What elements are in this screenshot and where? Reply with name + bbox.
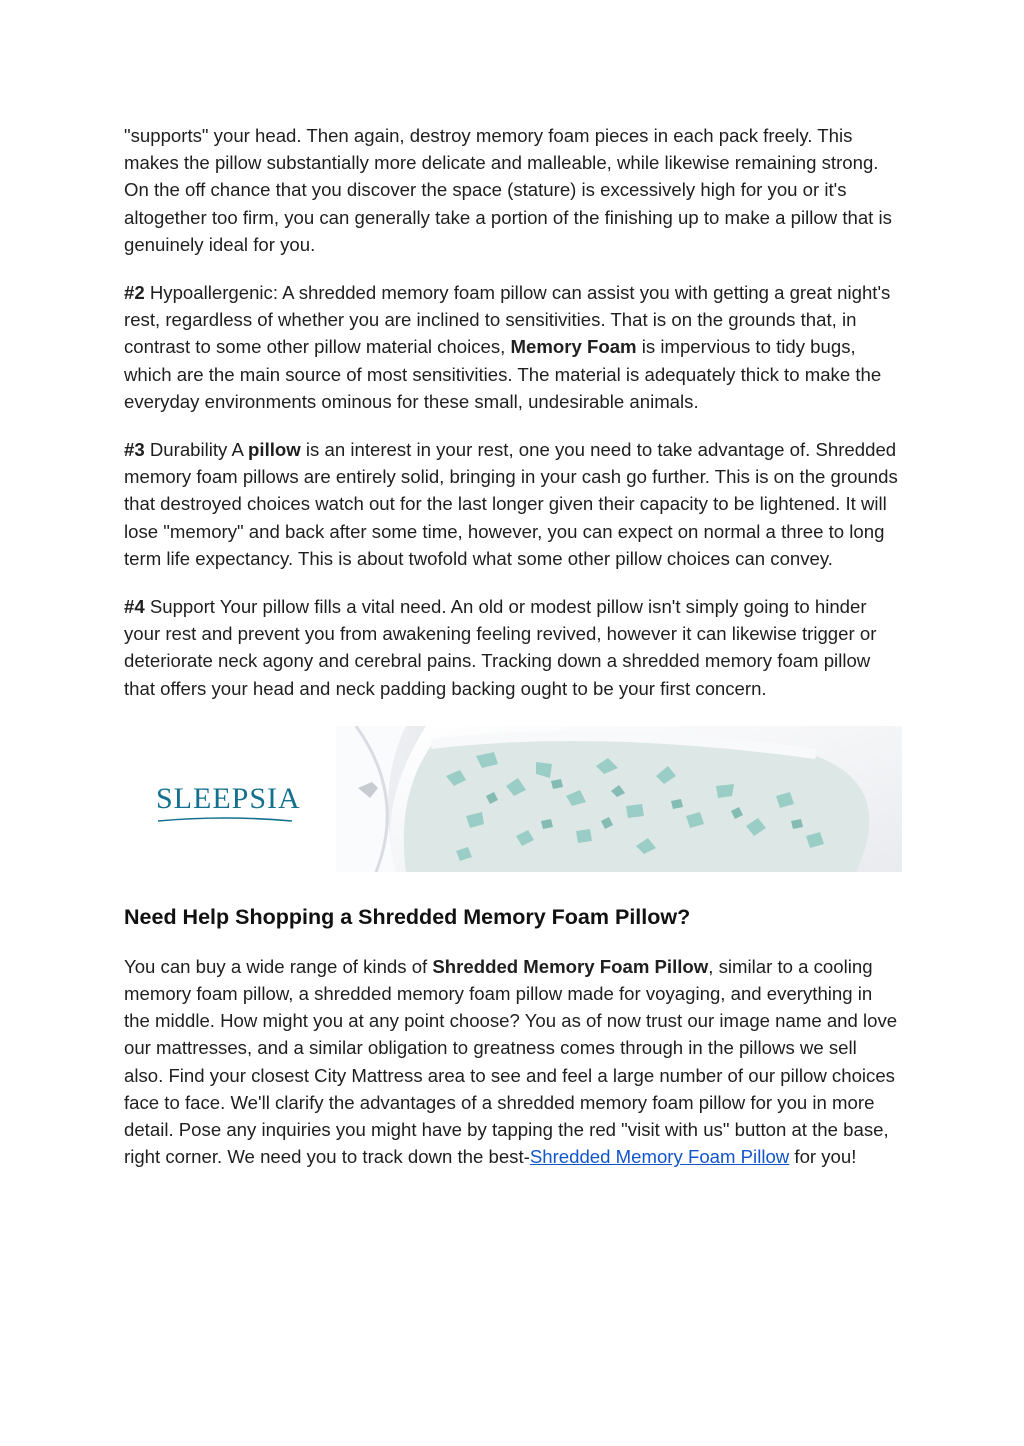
paragraph-text: is impervious to tidy bugs, which are the main source of most sensitivities. The material is adequately thick to make the everyday environments ominous for these small, undesirable animals. [124,336,882,412]
point-number: #4 [124,596,145,618]
bold-keyword: Memory Foam [510,336,637,358]
paragraph-text: for you! [789,1146,857,1168]
section-heading: Need Help Shopping a Shredded Memory Foam Pillow? [124,904,691,929]
paragraph-support-continued: "supports" your head. Then again, destroy memory foam pieces in each pack freely. This makes the pillow substantially more delicate and malleable, while likewise remaining strong. On the off chance that you discover the space (stature) is excessively high for you or it's altogether too firm, you can generally take a portion of the finishing up to make a pillow that is genuinely ideal for you. [124,125,892,255]
paragraph-text: Hypoallergenic: A shredded memory foam pillow can assist you with getting a great night's rest, regardless of whether you are inclined to sensitivities. That is on the grounds that, in contrast to some other pillow material choices, [124,282,891,358]
paragraph-text: , similar to a cooling memory foam pillow, a shredded memory foam pillow made for voyaging, and everything in the middle. How might you at any point choose? You as of now trust our image name and love our mattresses, and a similar obligation to greatness comes through in the pillows we sell also. Find your closest City Mattress area to see and feel a large number of our pillow choices face to face. We'll clarify the advantages of a shredded memory foam pillow for you in more detail. Pose any inquiries you might have by tapping the red "visit with us" button at the base, right corner. We need you to track down the best- [124,955,898,1168]
shredded-foam-pillow-photo [336,726,902,872]
paragraph-text: Durability A [144,439,249,461]
logo-swoosh-icon [156,816,294,824]
paragraph-support [124,593,900,702]
paragraph-hypoallergenic [124,279,900,415]
paragraph-shopping [124,953,900,1171]
point-number: #2 [124,282,145,304]
document-content [124,122,900,1170]
paragraph-durability [124,436,900,572]
paragraph-text: is an interest in your rest, one you need to take advantage of. Shredded memory foam pillows are entirely solid, bringing in your cash go further. This is on the grounds that destroyed choices watch out for the last longer given their capacity to be lightened. It will lose "memory" and back after some time, however, you can expect on normal a three to long term life expectancy. This is about twofold what some other pillow choices can convey. [124,439,898,569]
paragraph-text: You can buy a wide range of kinds of [124,955,433,977]
paragraph-text: Support Your pillow fills a vital need. An old or modest pillow isn't simply going to hinder your rest and prevent you from awakening feeling revived, however it can likewise trigger or deteriorate neck agony and cerebral pains. Tracking down a shredded memory foam pillow that offers your head and neck padding backing ought to be your first concern. [124,596,877,699]
bold-keyword: Shredded Memory Foam Pillow [432,955,709,977]
logo-wordmark: SLEEPSIA [156,781,301,815]
sleepsia-banner [124,726,900,872]
pillow-illustration [336,726,902,872]
sleepsia-logo [156,781,301,822]
point-number: #3 [124,439,145,461]
bold-keyword: pillow [248,439,301,461]
shredded-memory-foam-pillow-link[interactable]: Shredded Memory Foam Pillow [529,1146,790,1168]
